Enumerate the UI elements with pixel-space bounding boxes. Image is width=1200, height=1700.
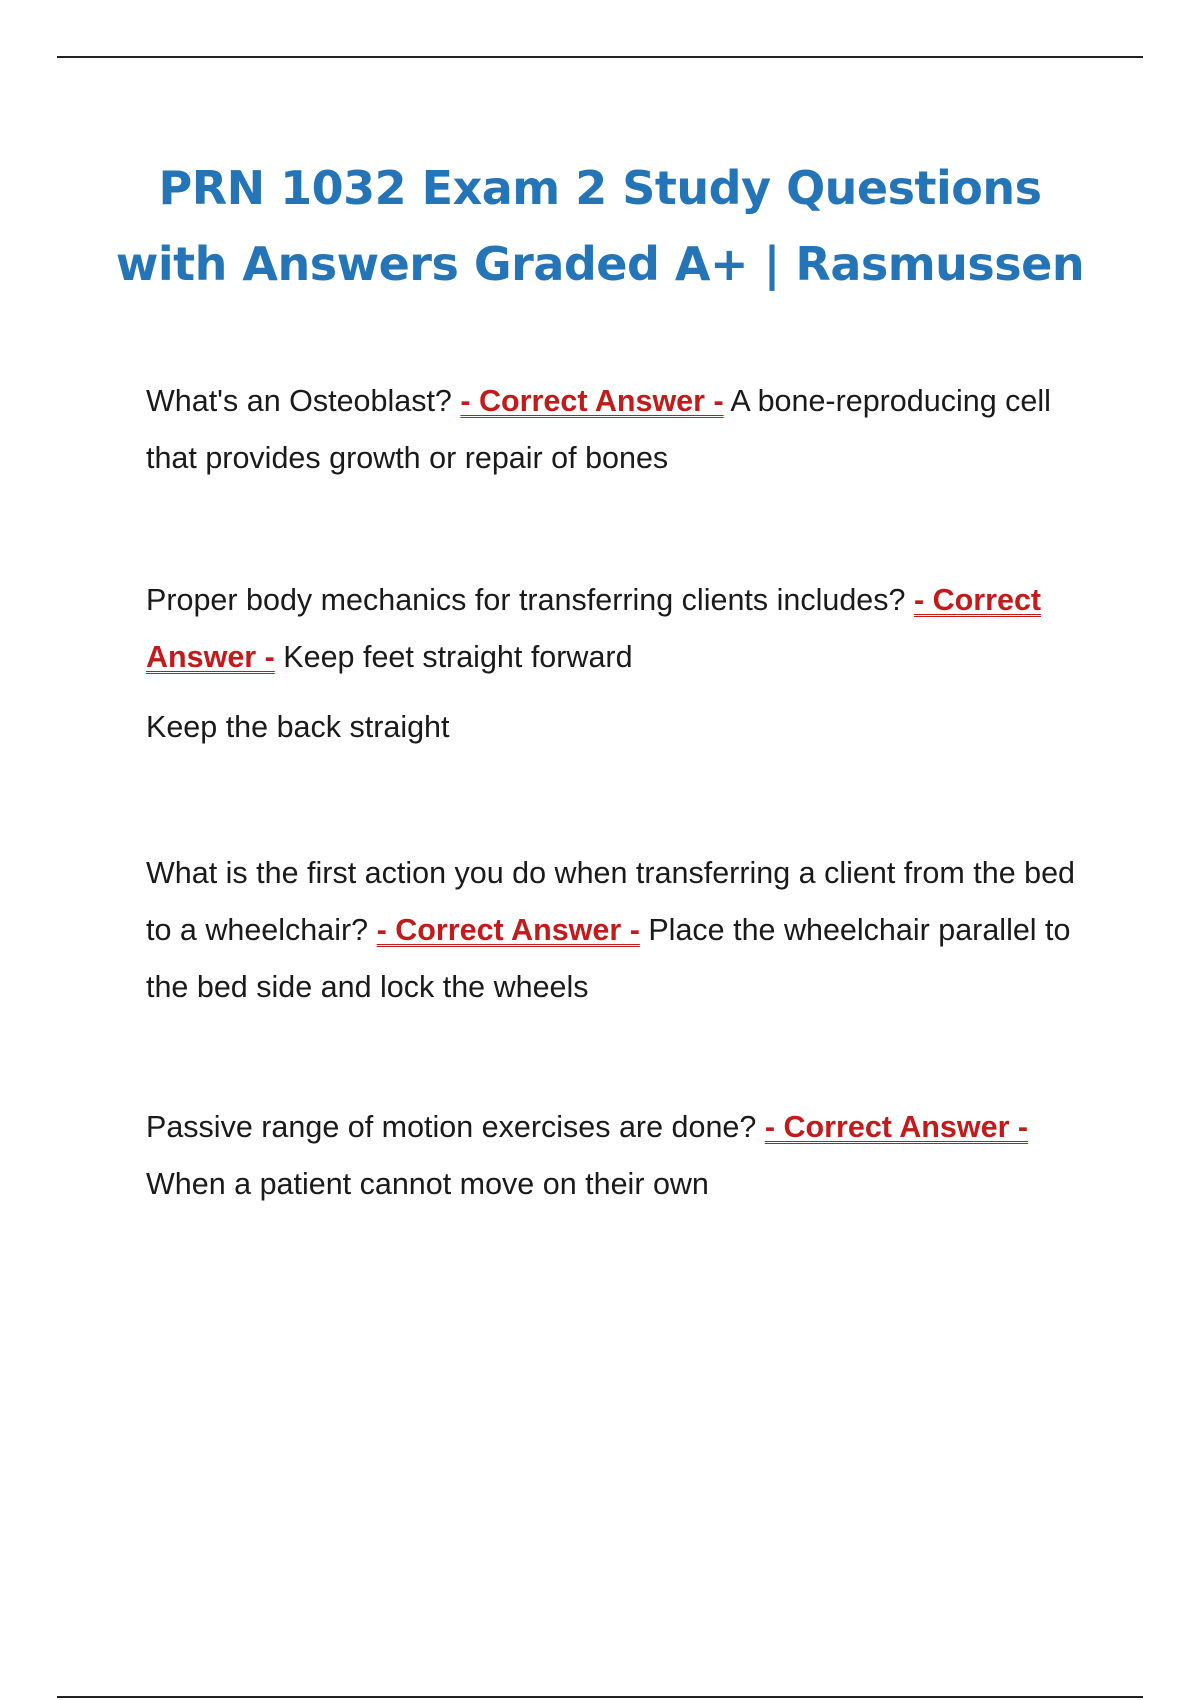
top-rule xyxy=(57,56,1143,58)
answer-text: Place the wheelchair parallel to the bed side and lock the wheels xyxy=(146,913,1071,1004)
qa-item xyxy=(146,845,1086,1016)
answer-extra-line: Keep the back straight xyxy=(146,710,450,744)
question-text: What is the first action you do when transferring a client from the bed to a wheelchair? xyxy=(146,856,1076,947)
qa-paragraph xyxy=(146,572,1086,686)
correct-answer-label: - Correct Answer - xyxy=(146,583,1042,674)
qa-item xyxy=(146,373,1086,487)
correct-answer-label: - Correct Answer - xyxy=(376,913,640,947)
bottom-rule xyxy=(57,1696,1143,1698)
correct-answer-label: - Correct Answer - xyxy=(764,1110,1029,1144)
qa-paragraph xyxy=(146,373,1086,487)
answer-text: When a patient cannot move on their own xyxy=(146,1167,709,1201)
question-text: What's an Osteoblast? xyxy=(146,384,461,418)
document-title: PRN 1032 Exam 2 Study Questions with Answers Graded A+ | Rasmussen xyxy=(115,161,1085,291)
correct-answer-label: - Correct Answer - xyxy=(460,384,724,418)
answer-text: Keep feet straight forward xyxy=(274,640,633,674)
qa-paragraph xyxy=(146,1099,1086,1213)
qa-paragraph xyxy=(146,845,1086,1016)
qa-item xyxy=(146,572,1086,756)
question-text: Proper body mechanics for transferring clients includes? xyxy=(146,583,914,617)
question-text: Passive range of motion exercises are done? xyxy=(146,1110,765,1144)
answer-text: A bone-reproducing cell that provides growth or repair of bones xyxy=(146,384,1051,475)
qa-item xyxy=(146,1099,1086,1213)
